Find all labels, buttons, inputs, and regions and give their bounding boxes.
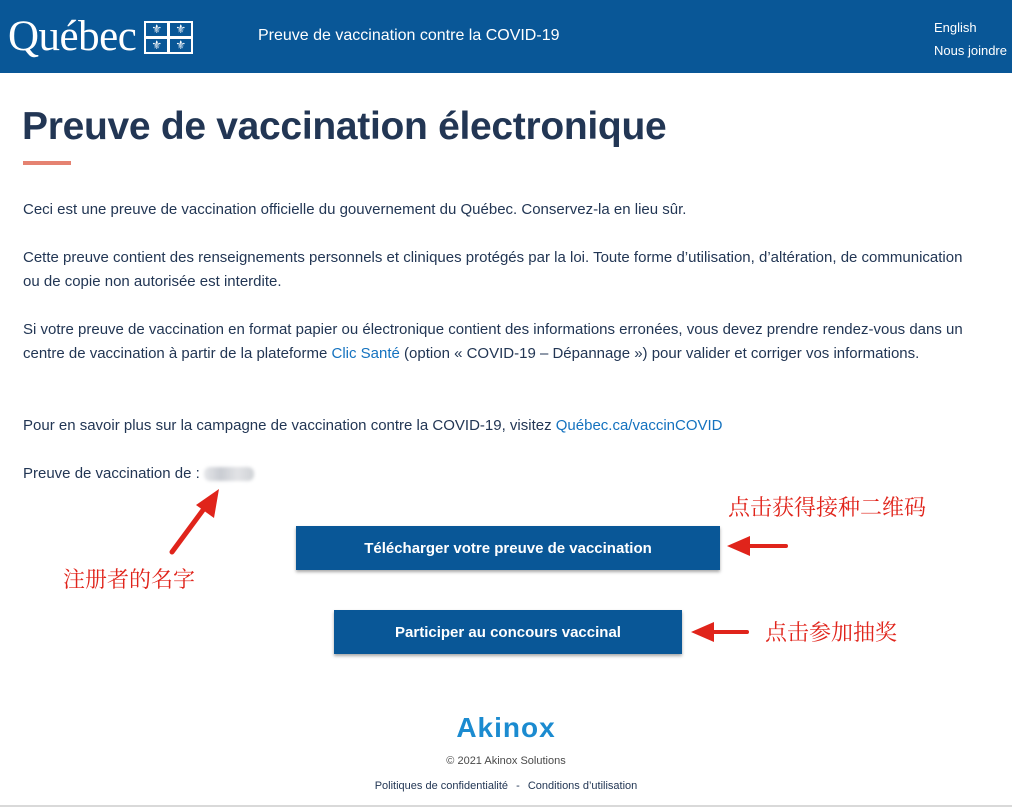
campaign-info-paragraph: Pour en savoir plus sur la campagne de vaccination contre la COVID-19, visitez Québec.ca/vaccinCOVID bbox=[23, 417, 723, 434]
contact-link[interactable]: Nous joindre bbox=[934, 43, 1007, 58]
contest-annotation: 点击参加抽奖 bbox=[765, 621, 898, 646]
logo-wordmark: Québec bbox=[8, 13, 137, 60]
privacy-policy-link[interactable]: Politiques de confidentialité bbox=[374, 780, 509, 792]
english-link[interactable]: English bbox=[934, 20, 977, 35]
footer-separator: - bbox=[516, 780, 520, 792]
correction-paragraph: Si votre preuve de vaccination en format papier ou électronique contient des informations erronées, vous devez prendre rendez-vous dans un centre de vaccination à partir de la plateforme Clic Santé (option « COVID-19 – Dépannage ») pour valider et corriger vos informations. bbox=[23, 321, 963, 362]
page-title: Preuve de vaccination électronique bbox=[22, 105, 667, 148]
download-proof-button[interactable]: Télécharger votre preuve de vaccination bbox=[296, 526, 720, 570]
header-title: Preuve de vaccination contre la COVID-19 bbox=[258, 27, 560, 44]
footer-links bbox=[0, 780, 1012, 792]
contest-button[interactable]: Participer au concours vaccinal bbox=[334, 610, 682, 654]
download-arrow bbox=[727, 536, 786, 556]
clic-sante-link[interactable]: Clic Santé bbox=[331, 345, 400, 362]
download-annotation: 点击获得接种二维码 bbox=[728, 496, 927, 521]
akinox-logo: Akinox bbox=[456, 712, 556, 743]
legal-notice-paragraph: Cette preuve contient des renseignements personnels et cliniques protégés par la loi. Toute forme d’utilisation, d’altération, de communication ou de copie non autorisée est interdite. bbox=[23, 249, 963, 290]
quebec-vaccin-link[interactable]: Québec.ca/vaccinCOVID bbox=[555, 417, 723, 434]
name-arrow bbox=[172, 489, 219, 552]
contest-arrow bbox=[691, 622, 747, 642]
official-proof-paragraph: Ceci est une preuve de vaccination officielle du gouvernement du Québec. Conservez-la en lieu sûr. bbox=[23, 201, 687, 218]
page-bottom-border bbox=[0, 805, 1012, 807]
fleur-de-lis-flag-icon: ⚜ ⚜ ⚜ ⚜ bbox=[144, 21, 193, 54]
name-annotation: 注册者的名字 bbox=[63, 568, 196, 593]
terms-of-use-link[interactable]: Conditions d’utilisation bbox=[527, 780, 638, 792]
proof-holder-label: Preuve de vaccination de : bbox=[23, 465, 200, 482]
copyright-text: © 2021 Akinox Solutions bbox=[446, 755, 566, 767]
